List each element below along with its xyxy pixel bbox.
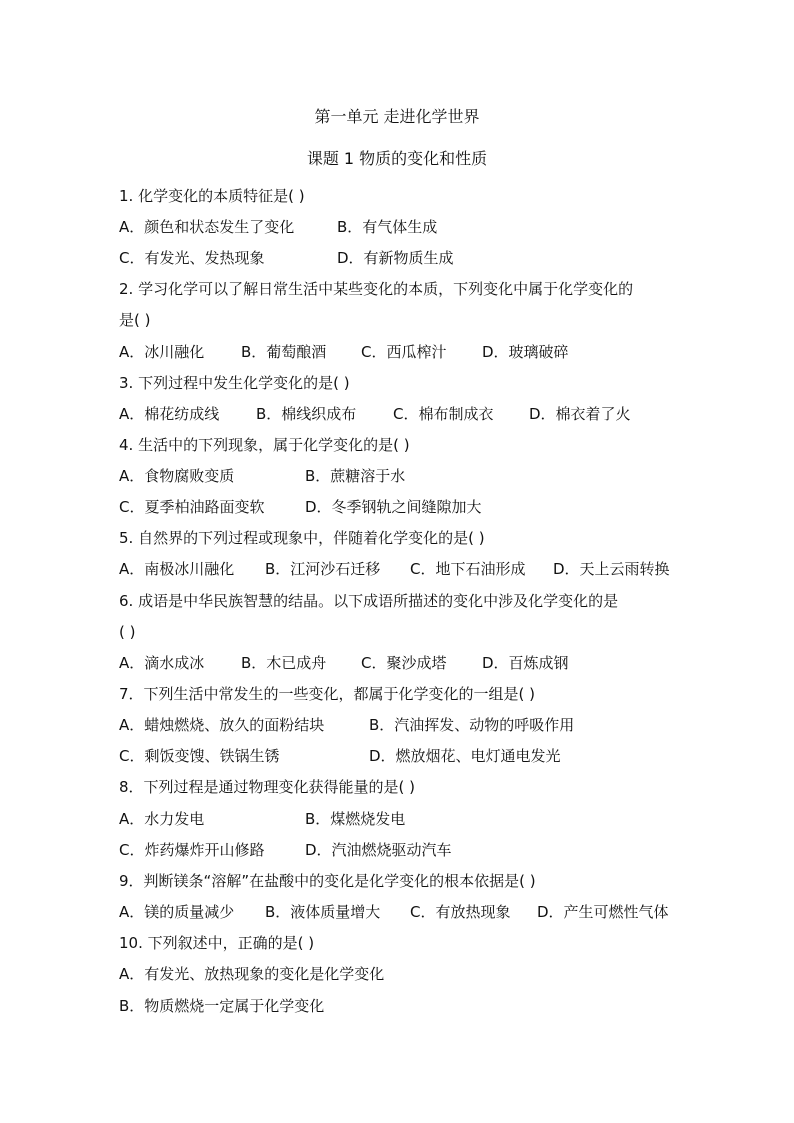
question-2-stem-line-2: 是( ) (119, 311, 151, 329)
question-3-option-b: B．棉线织成布 (256, 405, 357, 423)
question-1-option-a: A．颜色和状态发生了变化 (119, 218, 295, 236)
question-2-stem-line-1: 2. 学习化学可以了解日常生活中某些变化的本质，下列变化中属于化学变化的 (119, 280, 634, 298)
question-7-option-c: C．剩饭变馊、铁锅生锈 (119, 747, 280, 765)
question-6-option-a: A．滴水成冰 (119, 654, 205, 672)
question-2-option-b: B．葡萄酿酒 (241, 343, 327, 361)
question-4-stem: 4. 生活中的下列现象，属于化学变化的是( ) (119, 436, 410, 454)
question-6-option-d: D．百炼成钢 (482, 654, 569, 672)
question-1-stem: 1. 化学变化的本质特征是( ) (119, 187, 305, 205)
question-8-option-a: A．水力发电 (119, 810, 205, 828)
question-8-option-b: B．煤燃烧发电 (305, 810, 406, 828)
question-1-option-c: C．有发光、发热现象 (119, 249, 265, 267)
question-7-option-d: D．燃放烟花、电灯通电发光 (369, 747, 561, 765)
question-5-option-b: B．江河沙石迁移 (265, 560, 381, 578)
question-6-stem-line-2: ( ) (119, 623, 136, 641)
question-9-option-a: A．镁的质量减少 (119, 903, 235, 921)
question-10-option-a: A．有发光、放热现象的变化是化学变化 (119, 965, 385, 983)
question-5-stem: 5. 自然界的下列过程或现象中，伴随着化学变化的是( ) (119, 529, 485, 547)
question-6-option-c: C．聚沙成塔 (361, 654, 447, 672)
question-4-option-b: B．蔗糖溶于水 (305, 467, 406, 485)
question-1-option-d: D．有新物质生成 (337, 249, 454, 267)
lesson-title: 课题 1 物质的变化和性质 (306, 149, 488, 168)
question-7-stem: 7．下列生活中常发生的一些变化，都属于化学变化的一组是( ) (119, 685, 536, 703)
question-4-option-a: A．食物腐败变质 (119, 467, 235, 485)
question-4-option-c: C．夏季柏油路面变软 (119, 498, 265, 516)
question-7-option-a: A．蜡烛燃烧、放久的面粉结块 (119, 716, 325, 734)
question-3-option-a: A．棉花纺成线 (119, 405, 220, 423)
question-2-option-c: C．西瓜榨汁 (361, 343, 447, 361)
question-9-stem: 9．判断镁条“溶解”在盐酸中的变化是化学变化的根本依据是( ) (119, 872, 536, 890)
question-1-option-b: B．有气体生成 (337, 218, 438, 236)
question-9-option-b: B．液体质量增大 (265, 903, 381, 921)
question-10-stem: 10. 下列叙述中，正确的是( ) (119, 934, 315, 952)
question-3-option-c: C．棉布制成衣 (393, 405, 494, 423)
question-10-option-b: B．物质燃烧一定属于化学变化 (119, 997, 325, 1015)
question-2-option-a: A．冰川融化 (119, 343, 205, 361)
question-8-option-c: C．炸药爆炸开山修路 (119, 841, 265, 859)
question-9-option-d: D．产生可燃性气体 (537, 903, 669, 921)
question-8-option-d: D．汽油燃烧驱动汽车 (305, 841, 452, 859)
question-3-stem: 3. 下列过程中发生化学变化的是( ) (119, 374, 350, 392)
question-9-option-c: C．有放热现象 (410, 903, 511, 921)
question-4-option-d: D．冬季钢轨之间缝隙加大 (305, 498, 482, 516)
question-5-option-a: A．南极冰川融化 (119, 560, 235, 578)
question-6-stem-line-1: 6. 成语是中华民族智慧的结晶。以下成语所描述的变化中涉及化学变化的是 (119, 592, 619, 610)
question-3-option-d: D．棉衣着了火 (529, 405, 631, 423)
question-2-option-d: D．玻璃破碎 (482, 343, 569, 361)
unit-title: 第一单元 走进化学世界 (314, 107, 480, 126)
question-5-option-d: D．天上云雨转换 (553, 560, 670, 578)
question-6-option-b: B．木已成舟 (241, 654, 327, 672)
question-7-option-b: B．汽油挥发、动物的呼吸作用 (369, 716, 575, 734)
question-5-option-c: C．地下石油形成 (410, 560, 526, 578)
question-8-stem: 8．下列过程是通过物理变化获得能量的是( ) (119, 778, 416, 796)
